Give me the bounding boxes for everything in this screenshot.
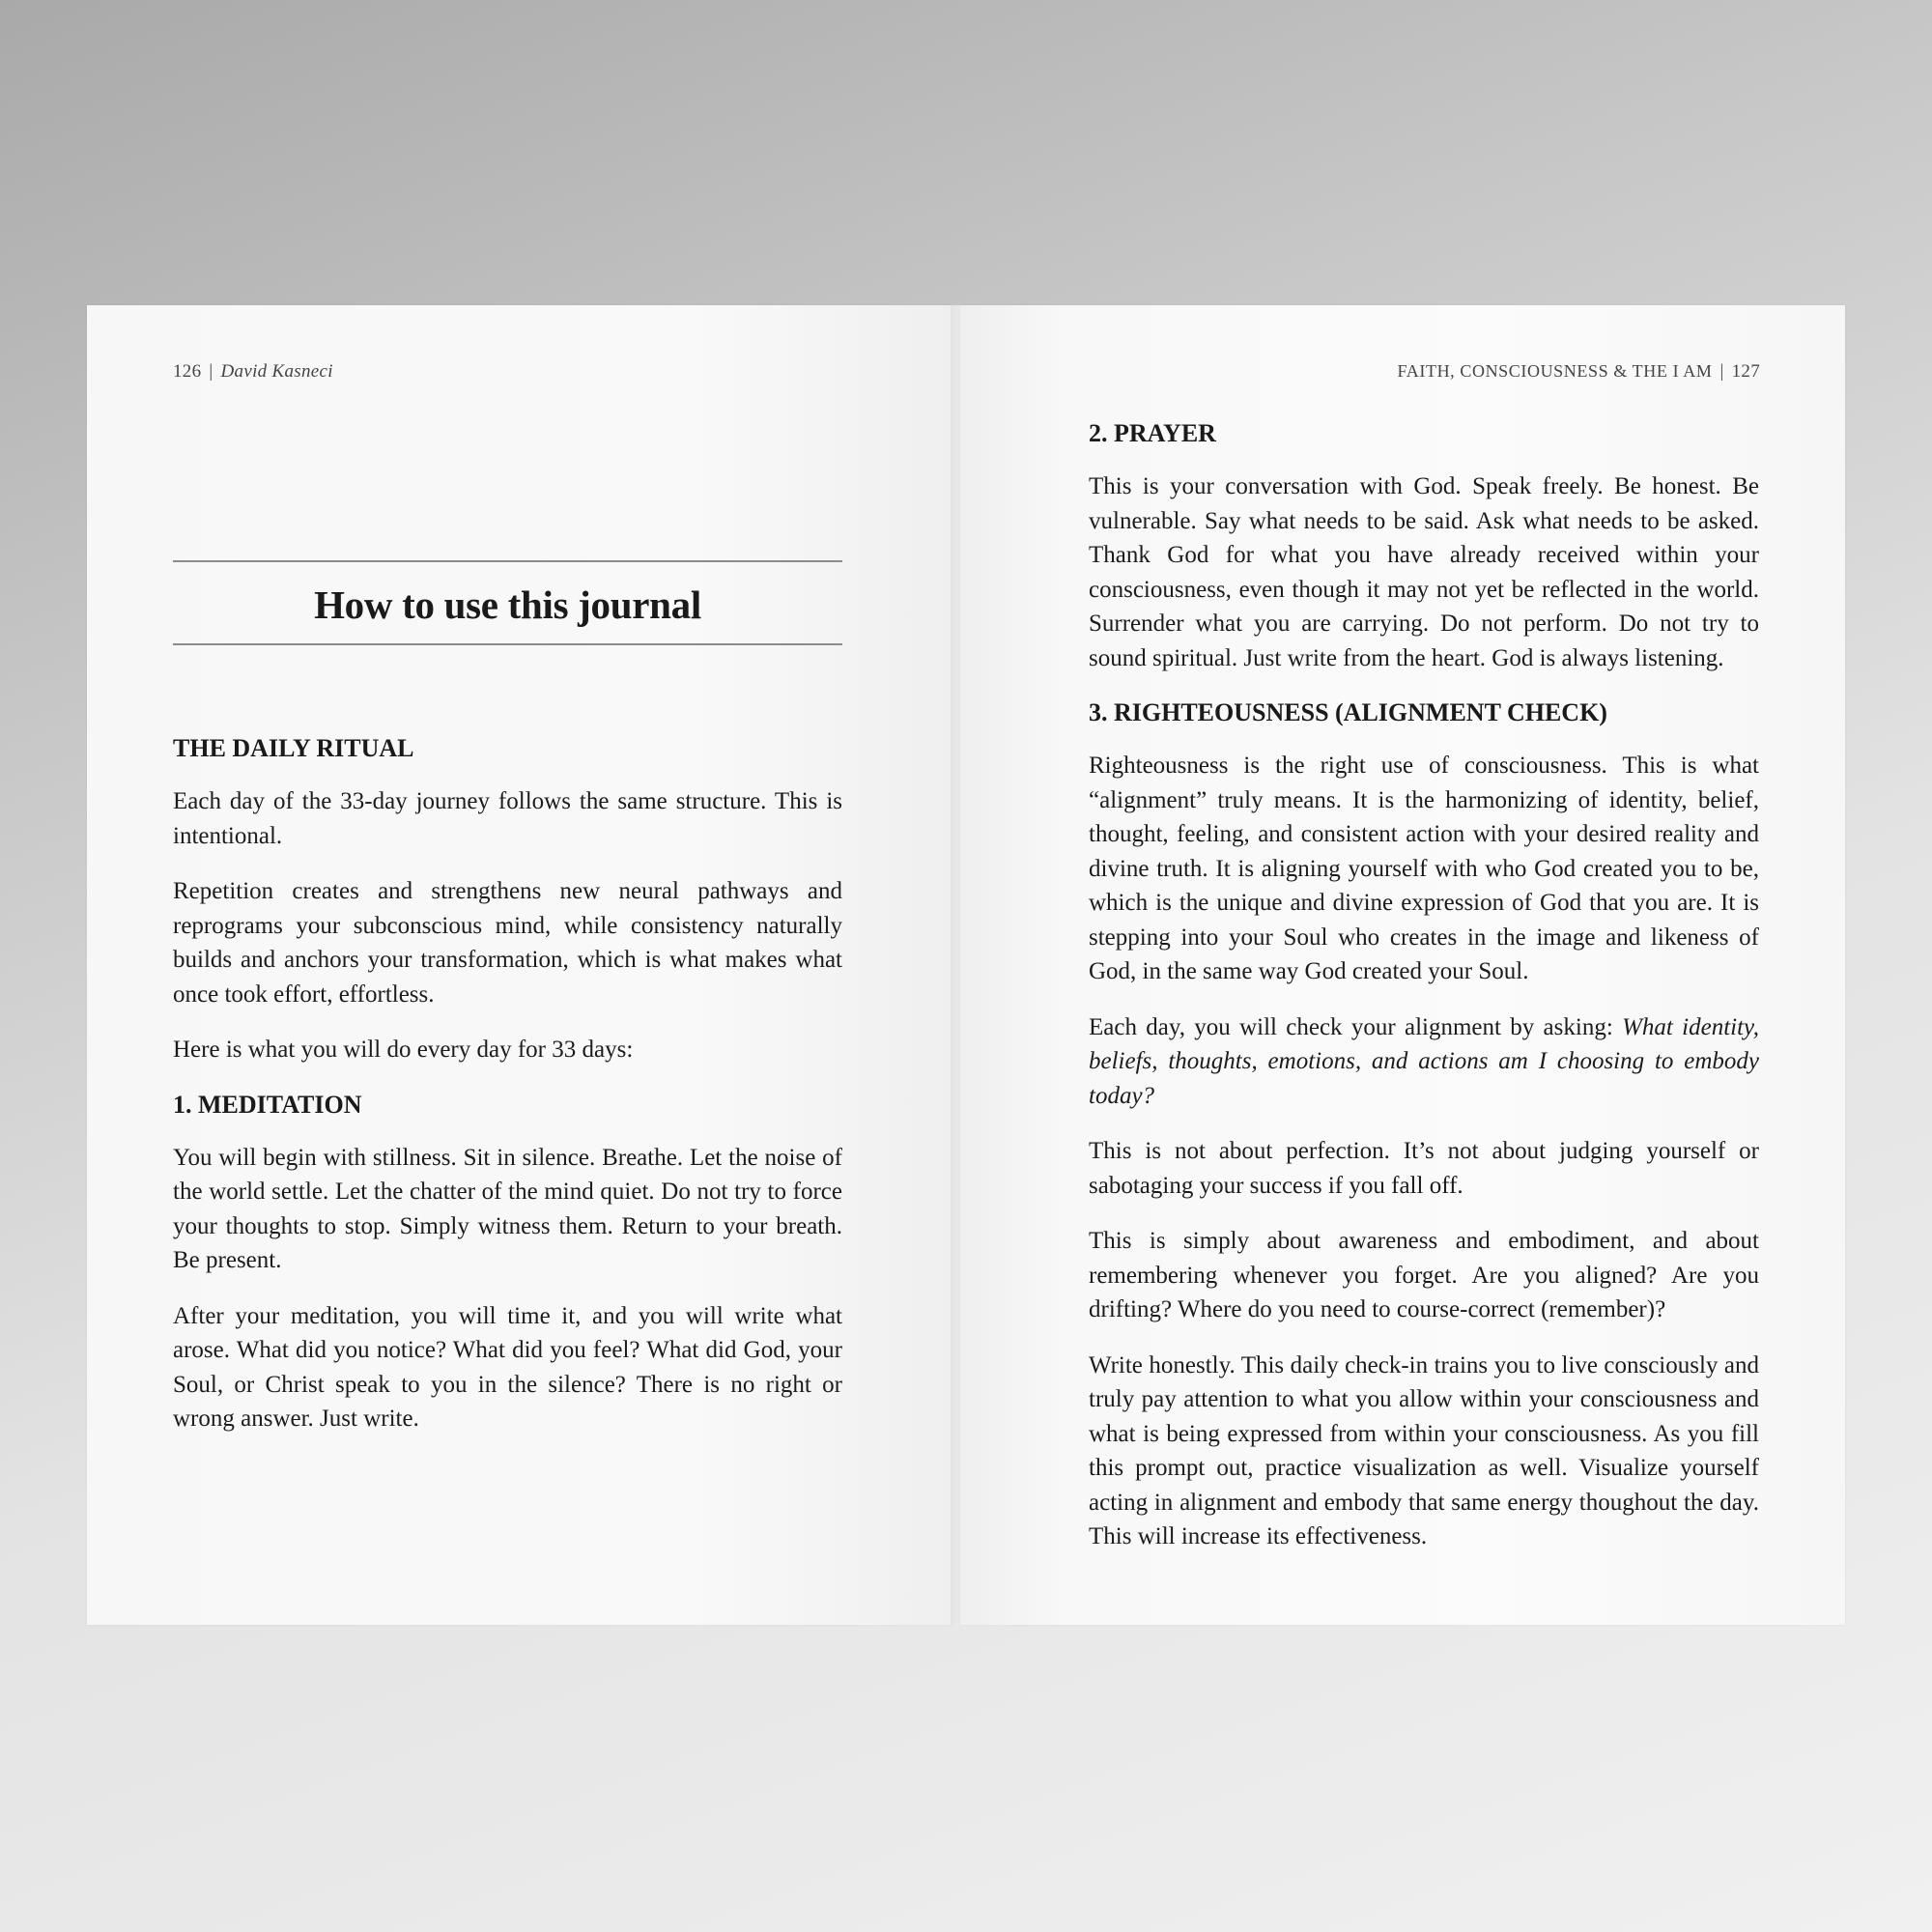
paragraph: This is not about perfection. It’s not about judging yourself or sabotaging your success if you fall off.	[1089, 1138, 1759, 1199]
left-head-separator: |	[209, 361, 213, 382]
check-question: What identity, beliefs, thoughts, emotions, and actions am I choosing to embody today?	[1089, 1013, 1759, 1109]
right-head-separator: |	[1719, 361, 1724, 382]
daily-ritual-heading: THE DAILY RITUAL	[173, 734, 414, 762]
chapter-title: How to use this journal	[314, 582, 701, 627]
author-name: David Kasneci	[220, 361, 333, 382]
paragraph: Righteousness is the right use of consciousness. This is what “alignment” truly means. It is the harmonizing of identity, belief, thought, feeling, and consistent action with your desired reality and divine truth. It is aligning yourself with who God created you to be, which is the unique and divine expression of God that you are. It is stepping into your Soul who creates in the image and likeness of God, in the same way God created your Soul.	[1089, 753, 1759, 984]
paragraph: This is your conversation with God. Speak freely. Be honest. Be vulnerable. Say what needs to be said. Ask what needs to be asked. Thank God for what you have already received within your consciousness, even though it may not yet be reflected in the world. Surrender what you are carrying. Do not perform. Do not try to sound spiritual. Just write from the heart. God is always listening.	[1089, 473, 1759, 671]
book-title: FAITH, CONSCIOUSNESS & THE I AM	[1397, 361, 1713, 381]
paragraph: You will begin with stillness. Sit in silence. Breathe. Let the noise of the world settle. Let the chatter of the mind quiet. Do not try to force your thoughts to stop. Simply witness them. Return to your breath. Be present.	[173, 1144, 842, 1273]
left-page-number: 126	[173, 361, 202, 382]
right-page	[960, 305, 1845, 1625]
right-running-head	[1398, 361, 1761, 383]
check-intro: Each day, you will check your alignment by asking:	[1089, 1013, 1623, 1040]
meditation-heading: 1. MEDITATION	[173, 1090, 362, 1119]
left-page	[87, 305, 951, 1625]
paragraph: Write honestly. This daily check-in trains you to live consciously and truly pay attention to what you allow within your consciousness and what is being expressed from within your consciousness. As you fill this prompt out, practice visualization as well. Visualize yourself acting in alignment and embody that same energy thoughout the day. This will increase its effectiveness.	[1089, 1351, 1759, 1549]
left-page-body	[173, 732, 842, 1458]
paragraph: Each day of the 33-day journey follows the same structure. This is intentional.	[173, 788, 842, 849]
chapter-title-block	[173, 560, 842, 645]
paragraph: Here is what you will do every day for 33 days:	[173, 1037, 634, 1063]
right-page-body	[1089, 417, 1759, 1576]
left-running-head	[173, 361, 333, 383]
paragraph: Repetition creates and strengthens new neural pathways and reprograms your subconscious mind, while consistency naturally builds and anchors your transformation, which is what makes what once took effort, effortless.	[173, 878, 842, 1008]
paragraph: After your meditation, you will time it, and you will write what arose. What did you notice? What did you feel? What did God, your Soul, or Christ speak to you in the silence? There is no right or wrong answer. Just write.	[173, 1302, 842, 1432]
book-spine	[951, 305, 960, 1625]
prayer-heading: 2. PRAYER	[1089, 419, 1216, 447]
right-page-number: 127	[1731, 361, 1760, 382]
righteousness-heading: 3. RIGHTEOUSNESS (ALIGNMENT CHECK)	[1089, 698, 1607, 726]
alignment-check-paragraph	[1089, 1010, 1759, 1114]
paragraph: This is simply about awareness and embodiment, and about remembering whenever you forget. Are you aligned? Are you drifting? Where do you need to course-correct (remember)?	[1089, 1228, 1759, 1322]
